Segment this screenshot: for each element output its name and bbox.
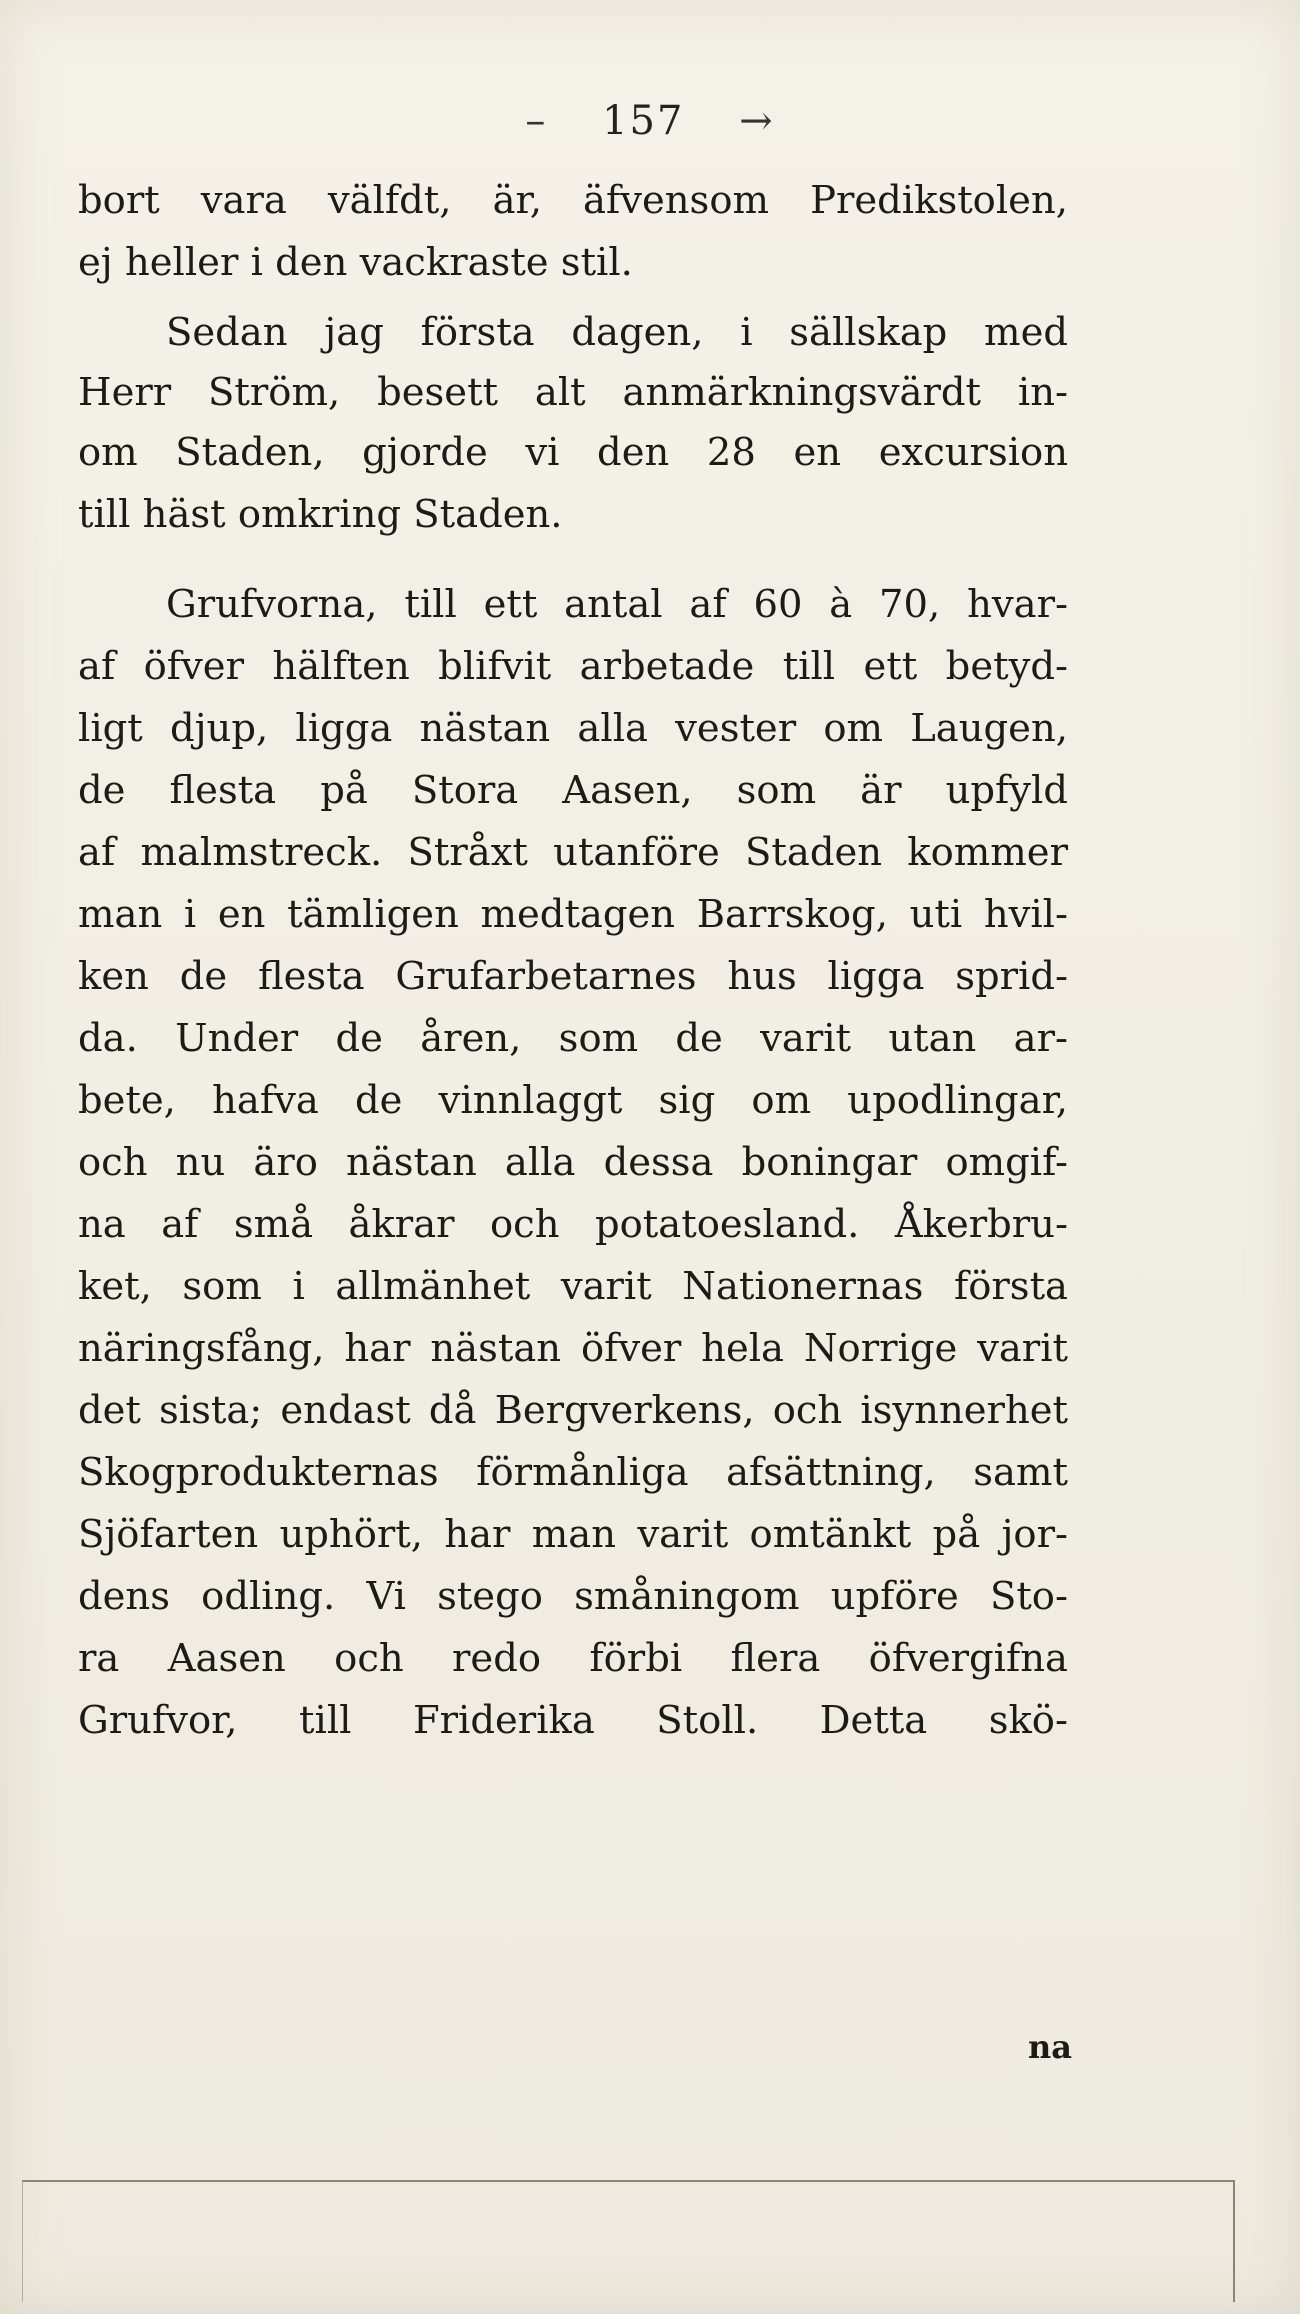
page-header bbox=[0, 98, 1300, 144]
text-line: det sista; endast då Bergverkens, och isynnerhet bbox=[78, 1388, 1068, 1433]
text-line: Grufvor, till Friderika Stoll. Detta skö- bbox=[78, 1698, 1068, 1743]
text-line: ket, som i allmänhet varit Nationernas första bbox=[78, 1264, 1068, 1309]
text-line: af malmstreck. Stråxt utanföre Staden kommer bbox=[78, 830, 1068, 875]
text-line: Sedan jag första dagen, i sällskap med bbox=[166, 310, 1068, 355]
text-line: de flesta på Stora Aasen, som är upfyld bbox=[78, 768, 1068, 813]
text-line: da. Under de åren, som de varit utan ar- bbox=[78, 1016, 1068, 1061]
text-line: ra Aasen och redo förbi flera öfvergifna bbox=[78, 1636, 1068, 1681]
text-line: Herr Ström, besett alt anmärkningsvärdt in- bbox=[78, 370, 1068, 415]
page-number: 157 bbox=[602, 98, 685, 144]
text-line: och nu äro nästan alla dessa boningar omgif- bbox=[78, 1140, 1068, 1185]
text-line: ej heller i den vackraste stil. bbox=[78, 240, 633, 285]
text-line: man i en tämligen medtagen Barrskog, uti hvil- bbox=[78, 892, 1068, 937]
text-line: bete, hafva de vinnlaggt sig om upodlingar, bbox=[78, 1078, 1068, 1123]
text-line: ligt djup, ligga nästan alla vester om Laugen, bbox=[78, 706, 1068, 751]
text-line: bort vara välfdt, är, äfvensom Predikstolen, bbox=[78, 178, 1068, 223]
text-line: om Staden, gjorde vi den 28 en excursion bbox=[78, 430, 1068, 475]
header-right-mark: → bbox=[739, 98, 775, 144]
text-line: Grufvorna, till ett antal af 60 à 70, hvar- bbox=[166, 582, 1068, 627]
catchword: na bbox=[1028, 2028, 1072, 2066]
text-line: Skogprodukternas förmånliga afsättning, samt bbox=[78, 1450, 1068, 1495]
text-line: af öfver hälften blifvit arbetade till ett betyd- bbox=[78, 644, 1068, 689]
text-line: dens odling. Vi stego småningom upföre Sto- bbox=[78, 1574, 1068, 1619]
header-left-mark: – bbox=[525, 98, 548, 144]
text-line: näringsfång, har nästan öfver hela Norrige varit bbox=[78, 1326, 1068, 1371]
scan-border bbox=[22, 2180, 1235, 2302]
text-line: ken de flesta Grufarbetarnes hus ligga sprid- bbox=[78, 954, 1068, 999]
text-line: Sjöfarten uphört, har man varit omtänkt på jor- bbox=[78, 1512, 1068, 1557]
text-line: till häst omkring Staden. bbox=[78, 492, 563, 537]
text-line: na af små åkrar och potatoesland. Åkerbru- bbox=[78, 1202, 1068, 1247]
